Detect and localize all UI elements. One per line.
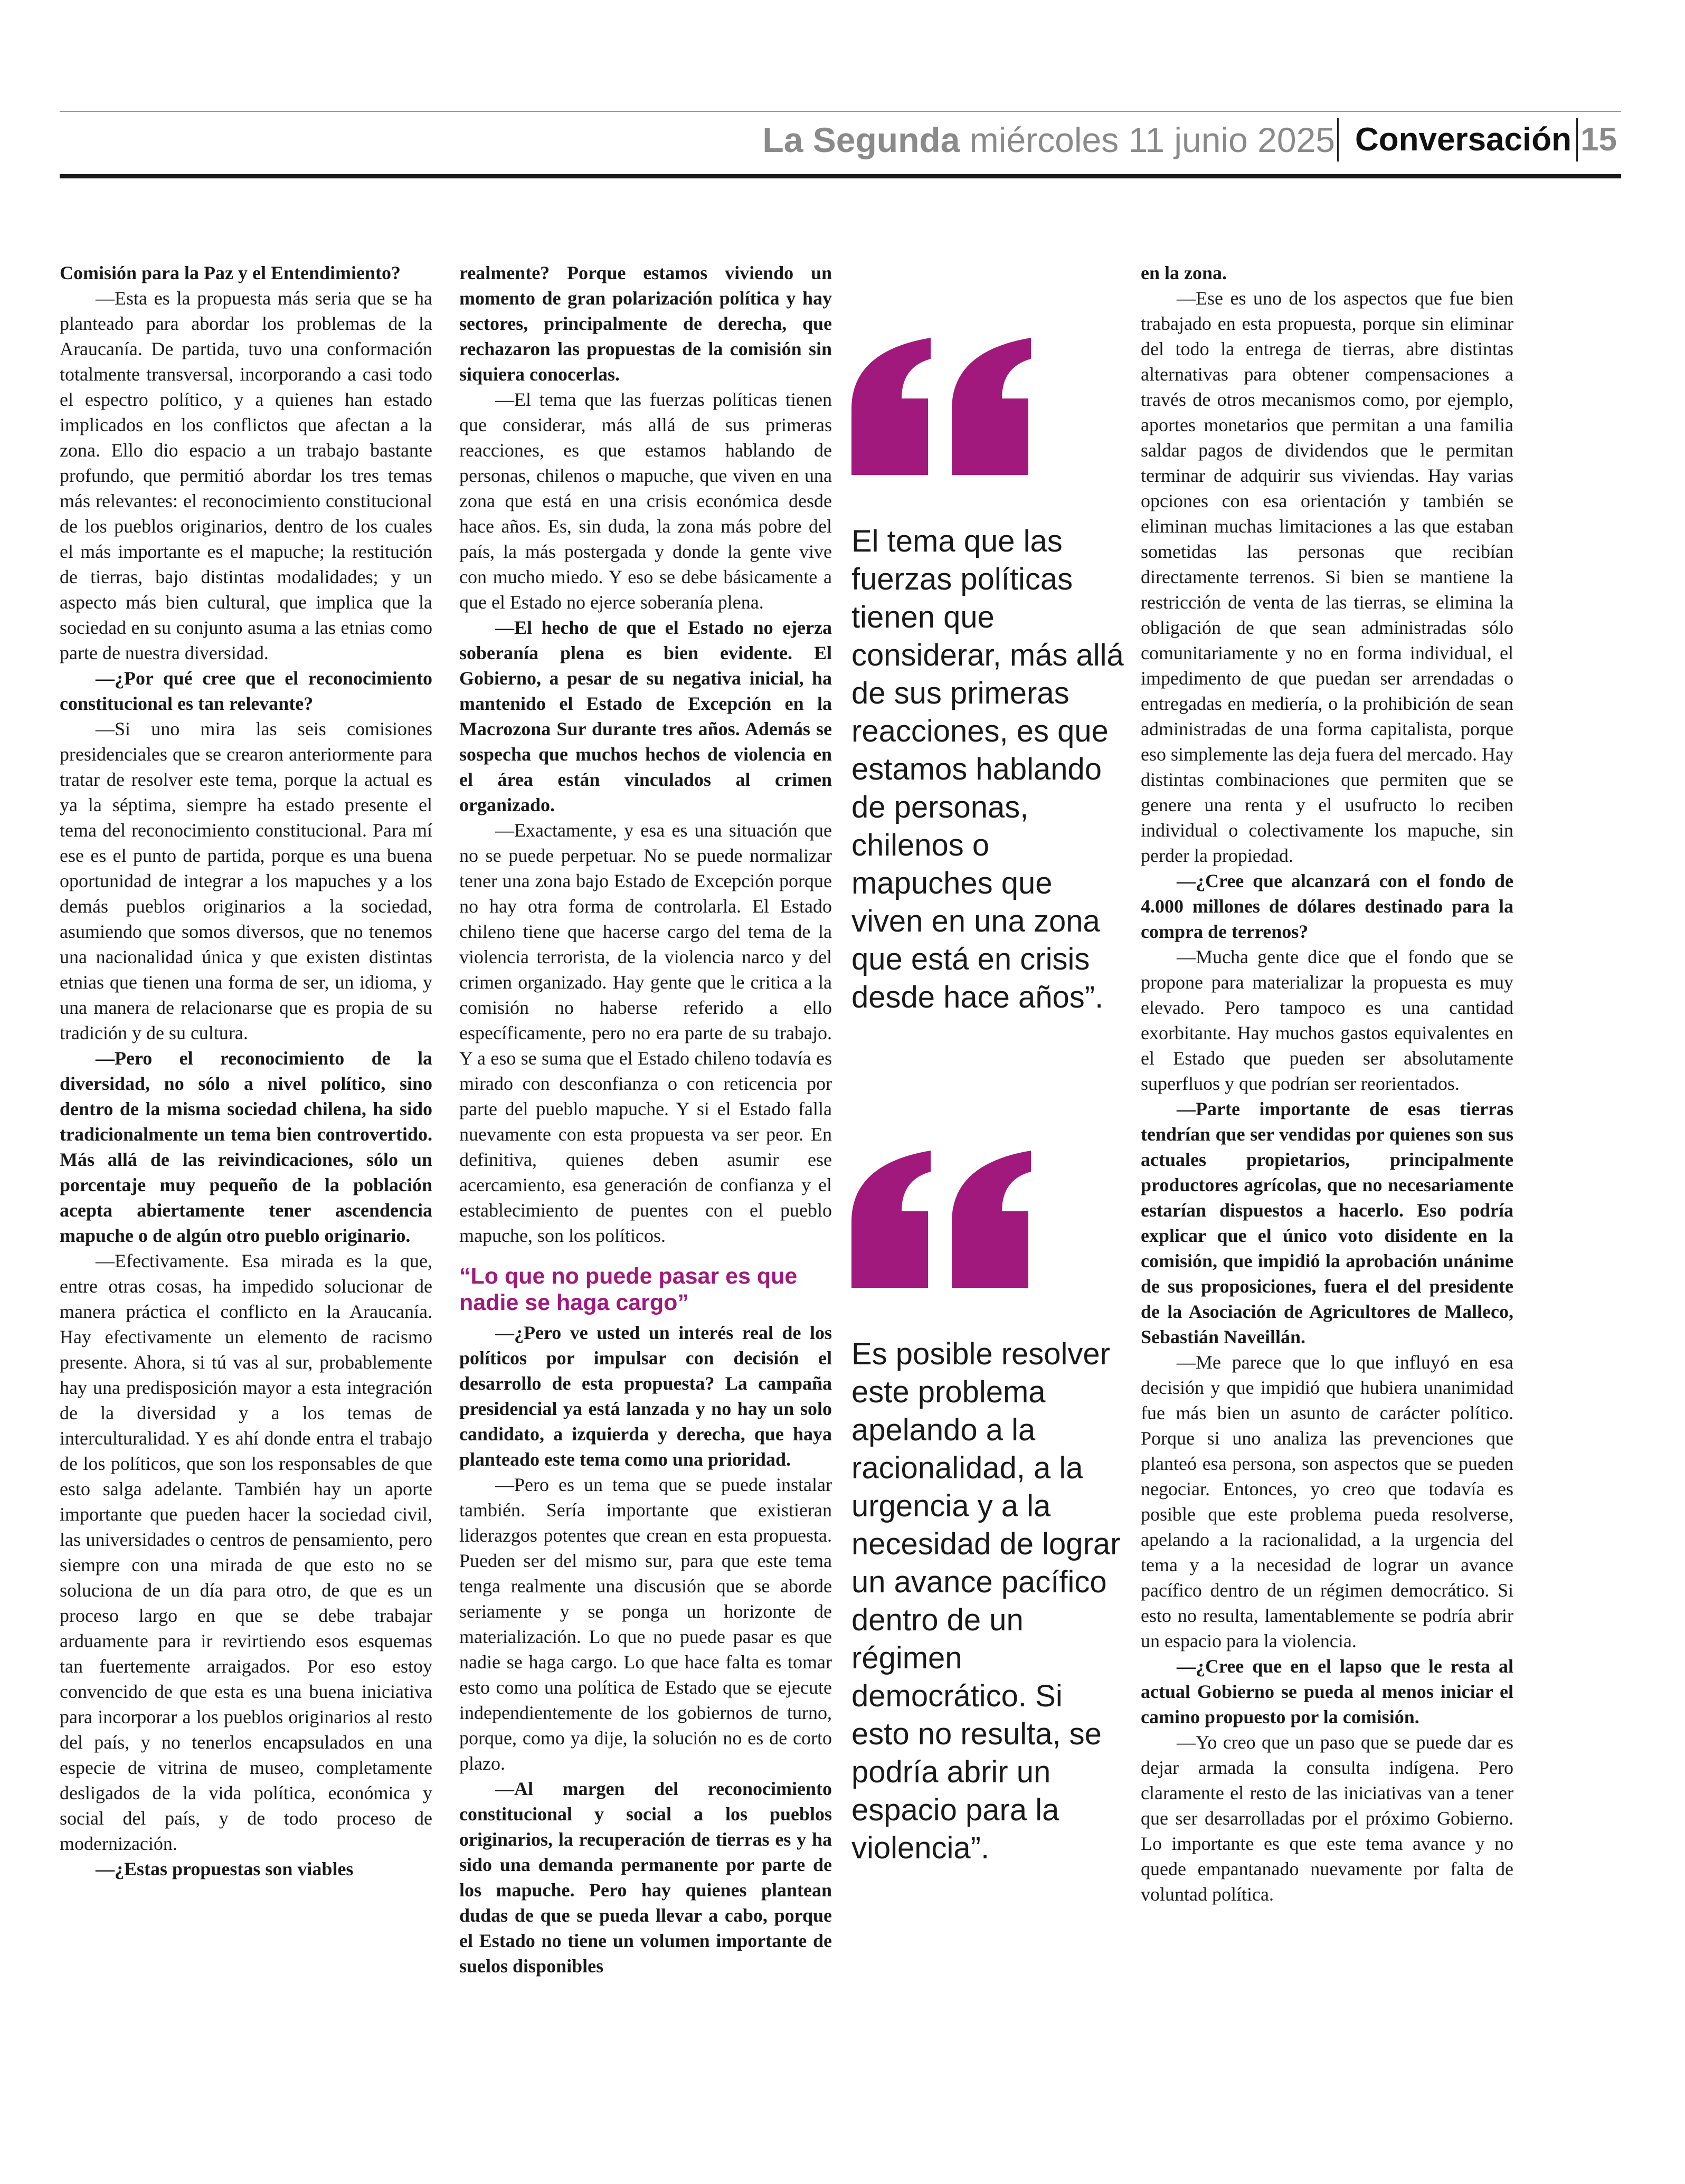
pull-quote [851,338,1126,1017]
interview-question: —¿Cree que en el lapso que le resta al actual Gobierno se pueda al menos iniciar el camino propuesto por la comisión. [1141,1656,1513,1727]
pull-quote [851,1151,1126,1867]
interview-question: —¿Por qué cree que el reconocimiento constitucional es tan relevante? [60,668,432,714]
interview-question: —Pero el reconocimiento de la diversidad, no sólo a nivel político, sino dentro de la misma sociedad chilena, ha sido tradicionalmente un tema bien controvertido. Más allá de las reivindicaciones, sólo un porcentaje muy pequeño de la población acepta abiertamente tener ascendencia mapuche o de algún otro pueblo originario. [60,1048,432,1246]
section-name: Conversación [1355,121,1572,158]
interview-question: Comisión para la Paz y el Entendimiento? [60,262,401,283]
page-header [60,118,1621,162]
publication-date: miércoles 11 junio 2025 [969,120,1335,159]
interview-answer: —Ese es uno de los aspectos que fue bien trabajado en esta propuesta, porque sin eliminar del todo la entrega de tierras, abre distintas alternativas para obtener compensaciones a través de otros mecanismos como, por ejemplo, aportes monetarios que permitan a una familia saldar pagos de dividendos que le permitan terminar de adquirir sus viviendas. Hay varias opciones con esa orientación y también se eliminan muchas limitaciones a las que estaban sometidas las personas que recibían directamente terrenos. Si bien se mantiene la restricción de venta de las tierras, se elimina la obligación de que sean administradas sólo comunitariamente y no en forma individual, el impedimento de que puedan ser arrendadas o entregadas en mediería, o la prohibición de sean administradas de una forma capitalista, porque eso simplemente las deja fuera del mercado. Hay distintas combinaciones que permiten que se genere una renta y el usufructo lo reciben individual o colectivamente los mapuche, sin perder la propiedad. [1141,288,1513,866]
interview-question: —¿Cree que alcanzará con el fondo de 4.000 millones de dólares destinado para la compra de terrenos? [1141,870,1513,942]
column-2-bottom [459,1320,832,1979]
interview-answer: —El tema que las fuerzas políticas tienen que considerar, más allá de sus primeras reacciones, es que estamos hablando de personas, chilenos o mapuche, que viven en una zona que está en una crisis económica desde hace años. Es, sin duda, la zona más pobre del país, la más postergada y donde la gente vive con mucho miedo. Y eso se debe básicamente a que el Estado no ejerce soberanía plena. [459,389,832,613]
interview-question: realmente? Porque estamos viviendo un momento de gran polarización política y hay sectores, principalmente de derecha, que rechazaron las propuestas de la comisión sin siquiera conocerlas. [459,262,832,385]
pull-quote-text: Es posible resolver este problema apelando a la racionalidad, a la urgencia y a la necesidad de lograr un avance pacífico dentro de un régimen democrático. Si esto no resulta, se podría abrir un espacio para la violencia”. [851,1337,1121,1865]
section-subheading: “Lo que no puede pasar es que nadie se haga cargo” [459,1264,798,1315]
newspaper-name: La Segunda [762,120,960,159]
header-bottom-rule [60,174,1621,178]
header-top-rule [60,111,1621,112]
pull-quote-text: El tema que las fuerzas políticas tienen que considerar, más allá de sus primeras reacciones, es que estamos hablando de personas, chilenos o mapuches que viven en una zona que está en crisis desde hace años”. [851,524,1124,1014]
quote-mark-icon [851,1151,1031,1288]
interview-answer: —Pero es un tema que se puede instalar también. Sería importante que existieran liderazgos potentes que crean en esta propuesta. Pueden ser del mismo sur, para que este tema tenga realmente una discusión que se aborde seriamente y se ponga un horizonte de materialización. Lo que no puede pasar es que nadie se haga cargo. Lo que hace falta es tomar esto como una política de Estado que se ejecute independientemente de los gobiernos de turno, porque, como ya dije, la solución no es de corto plazo. [459,1474,832,1774]
article-column-3 [1141,260,1513,2110]
interview-question: en la zona. [1141,262,1227,283]
header-separator [1576,118,1578,162]
header-separator [1337,118,1339,162]
interview-answer: —Mucha gente dice que el fondo que se propone para materializar la propuesta es muy elevado. Pero tampoco es una cantidad exorbitante. Hay muchos gastos equivalentes en el Estado que pueden ser absolutamente superfluos y que podrían ser reorientados. [1141,946,1513,1094]
interview-answer: —Me parece que lo que influyó en esa decisión y que impidió que hubiera unanimidad fue más bien un asunto de carácter político. Porque si uno analiza las prevenciones que planteó esa persona, son aspectos que se pueden negociar. Entonces, yo creo que todavía es posible que este problema pueda resolverse, apelando a la racionalidad, a la urgencia del tema y a la necesidad de lograr un avance pacífico dentro de un régimen democrático. Si esto no resulta, lamentablemente se podría abrir un espacio para la violencia. [1141,1352,1513,1651]
article-column-1 [60,260,432,2110]
interview-answer: —Efectivamente. Esa mirada es la que, entre otras cosas, ha impedido solucionar de manera práctica el conflicto en la Araucanía. Hay efectivamente un elemento de racismo presente. Ahora, si tú vas al sur, probablemente hay una predisposición mayor a esta integración de la diversidad y a los temas de interculturalidad. Y es ahí donde entra el trabajo de los políticos, que son los responsables de que esto salga adelante. También hay un aporte importante que pueden hacer la sociedad civil, las universidades o centros de pensamiento, pero siempre con una mirada de que esto no se soluciona de un día para otro, de que es un proceso largo en que se debe trabajar arduamente para ir revirtiendo esos esquemas tan fuertemente arraigados. Por eso estoy convencido de que esta es una buena iniciativa para incorporar a los pueblos originarios al resto del país, y no tenerlos encapsulados en una especie de vitrina de museo, completamente desligados de la vida política, económica y social del país, y de todo proceso de modernización. [60,1250,432,1854]
quote-mark-icon [851,338,1031,475]
article-column-2 [459,260,832,2110]
interview-question: —Parte importante de esas tierras tendrían que ser vendidas por quienes son sus actuales propietarios, principalmente productores agrícolas, que no necesariamente estarían dispuestos a hacerlo. Eso podría explicar que el único voto disidente en la comisión, que impidió la aprobación unánime de sus proposiciones, fuera el del presidente de la Asociación de Agricultores de Malleco, Sebastián Naveillán. [1141,1098,1513,1347]
column-2-top [459,260,832,1248]
header-brand-date [762,118,1335,162]
interview-question: —El hecho de que el Estado no ejerza soberanía plena es bien evidente. El Gobierno, a pesar de su negativa inicial, ha mantenido el Estado de Excepción en la Macrozona Sur durante tres años. Además se sospecha que muchos hechos de violencia en el área están vinculados al crimen organizado. [459,617,832,815]
page-number: 15 [1580,121,1617,158]
interview-question: —¿Estas propuestas son viables [96,1858,354,1879]
interview-question: —Al margen del reconocimiento constitucional y social a los pueblos originarios, la recuperación de tierras es y ha sido una demanda permanente por parte de los mapuche. Pero hay quienes plantean dudas de que se pueda llevar a cabo, porque el Estado no tiene un volumen importante de suelos disponibles [459,1778,832,1977]
interview-answer: —Exactamente, y esa es una situación que no se puede perpetuar. No se puede normalizar tener una zona bajo Estado de Excepción porque no hay otra forma de controlarla. El Estado chileno tiene que hacerse cargo del tema de la violencia terrorista, de la violencia narco y del crimen organizado. Hay gente que le critica a la comisión no haberse referido a ello específicamente, pero no era parte de su trabajo. Y a eso se suma que el Estado chileno todavía es mirado con desconfianza o con reticencia por parte del pueblo mapuche. Y si el Estado falla nuevamente con esta propuesta va ser peor. En definitiva, quienes deben asumir ese acercamiento, esa generación de confianza y el establecimiento de puentes con el pueblo mapuche, son los políticos. [459,820,832,1246]
interview-answer: —Yo creo que un paso que se puede dar es dejar armada la consulta indígena. Pero claramente el resto de las iniciativas van a tener que ser desarrolladas por el próximo Gobierno. Lo importante es que este tema avance y no quede empantanado nuevamente por falta de voluntad política. [1141,1732,1513,1905]
interview-answer: —Si uno mira las seis comisiones presidenciales que se crearon anteriormente para tratar de resolver este tema, porque la actual es ya la séptima, siempre ha estado presente el tema del reconocimiento constitucional. Para mí ese es el punto de partida, porque es una buena oportunidad de integrar a los mapuches y a los demás pueblos originarios a la sociedad, asumiendo que somos diversos, que no tenemos una nacionalidad única y que existen distintas etnias que tienen una forma de ser, un idioma, y una manera de relacionarse que es propia de su tradición y de su cultura. [60,718,432,1043]
interview-question: —¿Pero ve usted un interés real de los políticos por impulsar con decisión el desarrollo de esta propuesta? La campaña presidencial ya está lanzada y no hay un solo candidato, a izquierda y derecha, que haya planteado este tema como una prioridad. [459,1322,832,1470]
interview-answer: —Esta es la propuesta más seria que se ha planteado para abordar los problemas de la Araucanía. De partida, tuvo una conformación totalmente transversal, incorporando a casi todo el espectro político, y a quienes han estado implicados en los conflictos que afectan a la zona. Ello dio espacio a un trabajo bastante profundo, que permitió abordar los tres temas más relevantes: el reconocimiento constitucional de los pueblos originarios, dentro de los cuales el más importante es el mapuche; la restitución de tierras, bajo distintas modalidades; y un aspecto más bien cultural, que implica que la sociedad en su conjunto asuma a las etnias como parte de nuestra diversidad. [60,288,432,663]
